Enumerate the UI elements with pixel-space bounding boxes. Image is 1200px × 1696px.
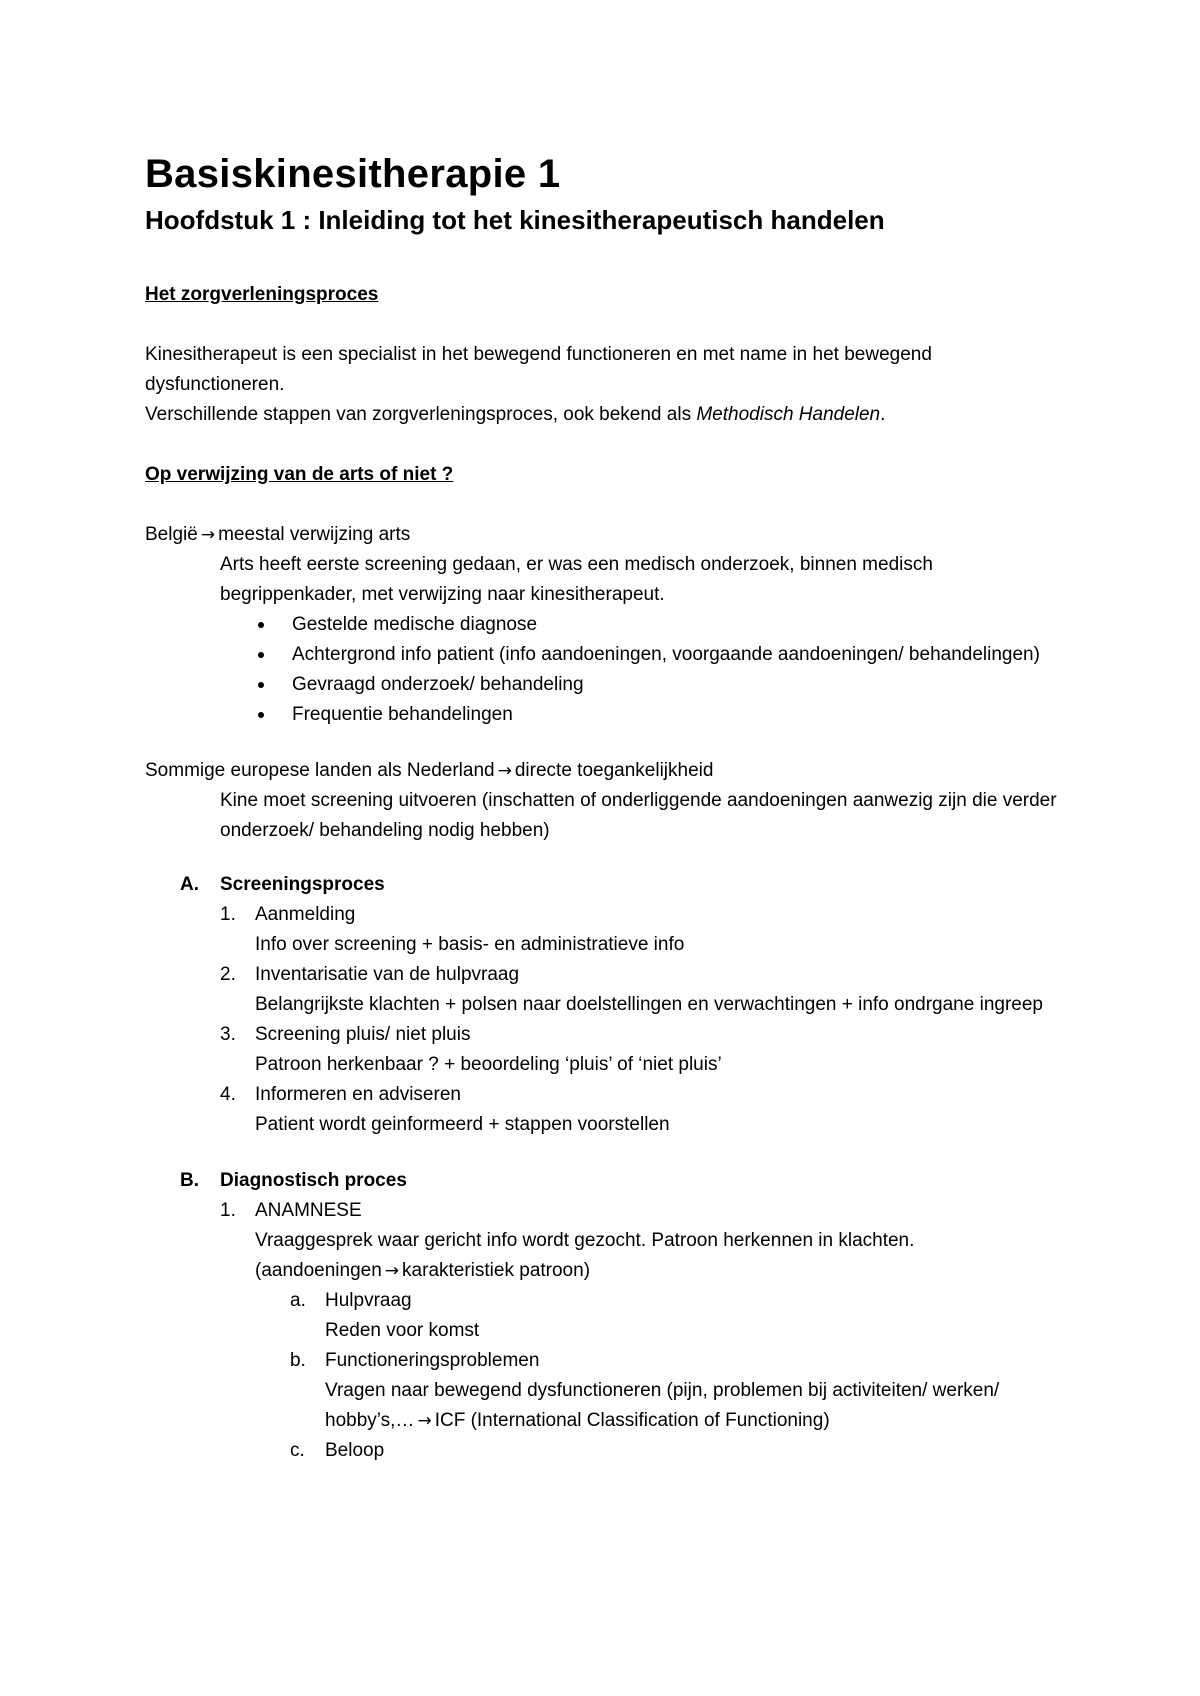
- diagnostic-heading: [180, 1166, 1065, 1196]
- screening-steps: [145, 900, 1065, 1140]
- list-item: Achtergrond info patient (info aandoeningen, voorgaande aandoeningen/ behandelingen): [220, 640, 1065, 670]
- list-item: 2. Inventarisatie van de hulpvraag Belangrijkste klachten + polsen naar doelstellingen en verwachtingen + info ondrgane ingreep: [220, 964, 1043, 1015]
- list-item: 3. Screening pluis/ niet pluis Patroon herkenbaar ? + beoordeling ‘pluis’ of ‘niet pluis’: [220, 1024, 722, 1075]
- belgium-bullet-list: [145, 610, 1065, 730]
- screening-label: Screeningsproces: [220, 874, 385, 895]
- methodisch-term: Methodisch Handelen: [696, 404, 881, 425]
- arrow-right-icon: →: [384, 1261, 400, 1281]
- anamnese-title: ANAMNESE: [255, 1200, 362, 1221]
- list-item: c. Beloop: [290, 1440, 385, 1461]
- list-item: 4. Informeren en adviseren Patient wordt geinformeerd + stappen voorstellen: [220, 1084, 670, 1135]
- diagnostic-steps: [145, 1196, 1065, 1466]
- section-heading-zorgverleningsproces: Het zorgverleningsproces: [145, 284, 379, 305]
- belgium-detail: Arts heeft eerste screening gedaan, er was een medisch onderzoek, binnen medisch begrippenkader, met verwijzing naar kinesitherapeut.: [220, 554, 933, 605]
- anamnese-subitems: [255, 1286, 1065, 1466]
- netherlands-detail: Kine moet screening uitvoeren (inschatten of onderliggende aandoeningen aanwezig zijn die verder onderzoek/ behandeling nodig hebben): [220, 790, 1057, 841]
- intro-paragraph: Kinesitherapeut is een specialist in het bewegend functioneren en met name in het bewegend dysfunctioneren.: [145, 344, 932, 395]
- chapter-subtitle: Hoofdstuk 1 : Inleiding tot het kinesitherapeutisch handelen: [145, 205, 885, 235]
- belgium-line: [145, 520, 1065, 550]
- bullet-icon: [258, 712, 264, 718]
- screening-heading: [180, 870, 1065, 900]
- netherlands-rest: directe toegankelijkheid: [514, 760, 714, 781]
- arrow-right-icon: →: [417, 1411, 432, 1431]
- bullet-icon: [258, 682, 264, 688]
- list-marker: A.: [180, 874, 199, 895]
- list-item: Gevraagd onderzoek/ behandeling: [220, 670, 1065, 700]
- arrow-right-icon: →: [200, 525, 216, 545]
- methodisch-paragraph: [145, 400, 1065, 430]
- methodisch-prefix: Verschillende stappen van zorgverleningsproces, ook bekend als: [145, 404, 697, 425]
- section-heading-verwijzing: Op verwijzing van de arts of niet ?: [145, 464, 454, 485]
- list-item: a. Hulpvraag Reden voor komst: [290, 1290, 480, 1341]
- netherlands-lead: Sommige europese landen als Nederland: [145, 760, 495, 781]
- list-item: Frequentie behandelingen: [220, 700, 1065, 730]
- belgium-lead: België: [145, 524, 198, 545]
- diagnostic-section: [145, 1166, 1065, 1196]
- diagnostic-label: Diagnostisch proces: [220, 1170, 407, 1191]
- list-item: 1. Aanmelding Info over screening + basis- en administratieve info: [220, 904, 685, 955]
- screening-section: [145, 870, 1065, 900]
- bullet-icon: [258, 622, 264, 628]
- bullet-icon: [258, 652, 264, 658]
- list-item: Gestelde medische diagnose: [220, 610, 1065, 640]
- arrow-right-icon: →: [497, 761, 512, 781]
- document-content: [145, 148, 1065, 1466]
- netherlands-line: [145, 756, 1065, 786]
- list-marker: B.: [180, 1170, 199, 1191]
- list-item: b. Functioneringsproblemen Vragen naar bewegend dysfunctioneren (pijn, problemen bij activiteiten/ werken/ hobby’s,… → ICF (International Classification of Functioning): [290, 1346, 1065, 1436]
- list-item: 1. ANAMNESE Vraaggesprek waar gericht info wordt gezocht. Patroon herkennen in klachten. (aandoeningen → karakteristiek patroon) a. Hulpvraag Reden voor komst b. Functioneringsproblemen Vragen naar bewegend dysfunctioneren (pijn, problemen bij activiteiten/ werken/ hobby’s,… → ICF (International Classification of Functioning) c. Beloop: [220, 1196, 1065, 1466]
- methodisch-suffix: .: [880, 404, 886, 425]
- belgium-rest: meestal verwijzing arts: [218, 524, 411, 545]
- page-title: Basiskinesitherapie 1: [145, 152, 561, 196]
